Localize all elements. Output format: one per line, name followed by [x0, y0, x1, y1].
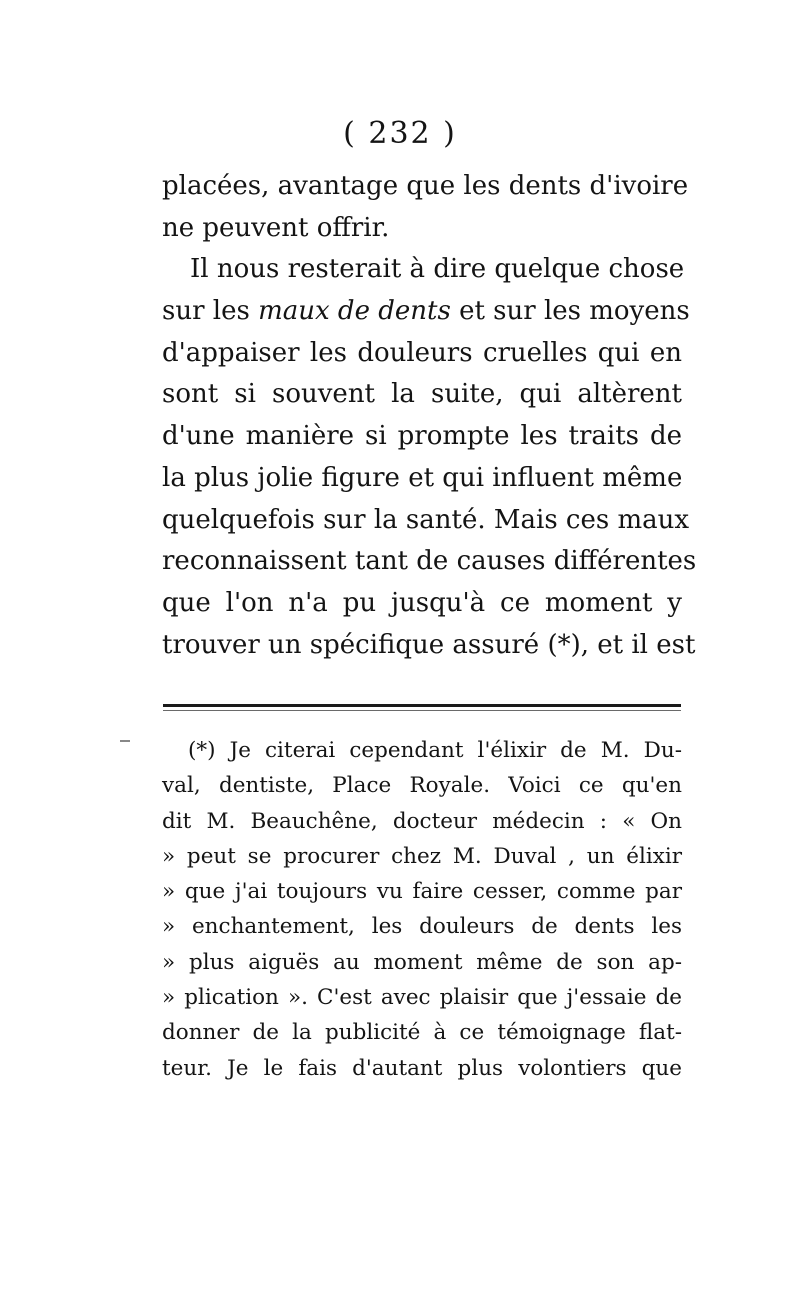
italic-phrase: maux de dents	[258, 296, 451, 327]
body-text	[162, 166, 697, 666]
footnote-line-10: teur. Je le fais d'autant plus volontiers que	[162, 1055, 682, 1081]
body-line-5: d'appaiser les douleurs cruelles qui en	[162, 337, 682, 368]
footnote-line-5: » que j'ai toujours vu faire cesser, comme par	[162, 879, 682, 905]
footnote-separator-rule	[163, 704, 681, 707]
body-line-10: reconnaissent tant de causes différentes	[162, 546, 697, 577]
body-line-4-end: et sur les moyens	[459, 296, 690, 327]
body-line-3: Il nous resterait à dire quelque chose	[190, 254, 685, 285]
footnote-line-4: » peut se procurer chez M. Duval , un élixir	[162, 843, 682, 869]
body-line-6: sont si souvent la suite, qui altèrent	[162, 379, 682, 410]
body-line-8: la plus jolie figure et qui influent même	[162, 462, 683, 493]
footnote-line-6: » enchantement, les douleurs de dents les	[162, 914, 682, 940]
footnote-separator-thin-rule	[163, 710, 681, 711]
footnote-line-9: donner de la publicité à ce témoignage flat-	[162, 1020, 682, 1046]
footnote	[162, 733, 682, 1086]
body-line-4	[162, 291, 690, 333]
footnote-line-2: val, dentiste, Place Royale. Voici ce qu'en	[162, 773, 682, 799]
footnote-line-1: (*) Je citerai cependant l'élixir de M. Du-	[188, 738, 682, 763]
body-line-11: que l'on n'a pu jusqu'à ce moment y	[162, 587, 682, 618]
footnote-line-8: » plication ». C'est avec plaisir que j'essaie de	[162, 985, 682, 1011]
page-number: ( 232 )	[343, 116, 457, 151]
body-line-12: trouver un spécifique assuré (*), et il est	[162, 629, 696, 660]
body-line-9: quelquefois sur la santé. Mais ces maux	[162, 504, 690, 535]
body-line-2: ne peuvent offrir.	[162, 212, 390, 243]
footnote-line-7: » plus aiguës au moment même de son ap-	[162, 949, 682, 975]
body-line-4-start: sur les	[162, 296, 250, 327]
body-line-7: d'une manière si prompte les traits de	[162, 421, 682, 452]
footnote-line-3: dit M. Beauchêne, docteur médecin : « On	[162, 808, 682, 834]
body-line-1: placées, avantage que les dents d'ivoire	[162, 171, 689, 201]
margin-mark	[120, 740, 130, 742]
